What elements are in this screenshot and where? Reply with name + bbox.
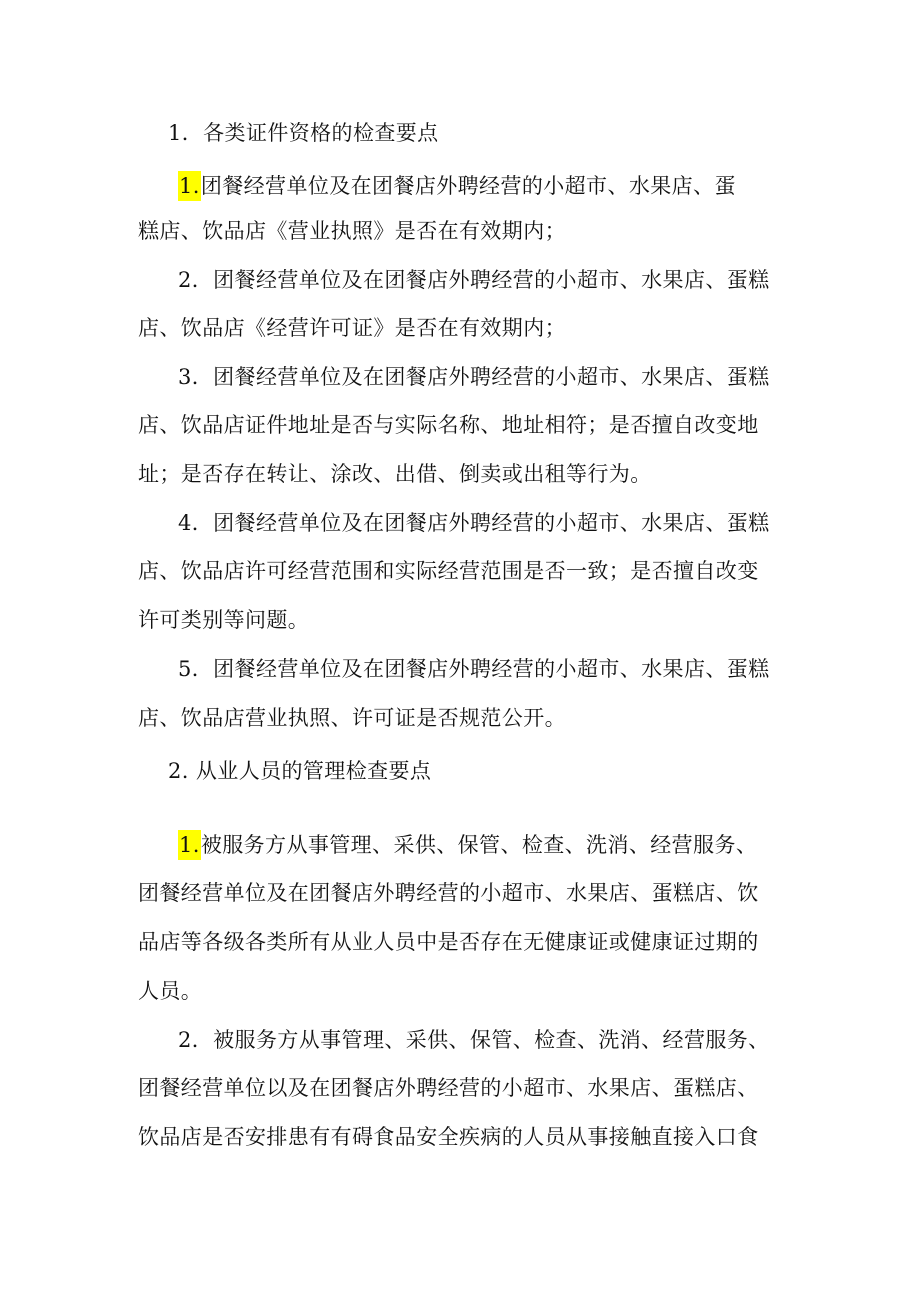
section1-item2-line2: 店、饮品店《经营许可证》是否在有效期内； <box>138 316 566 340</box>
section1-heading: 1．各类证件资格的检查要点 <box>168 121 439 145</box>
section2-item2-line3: 饮品店是否安排患有有碍食品安全疾病的人员从事接触直接入口食 <box>138 1125 759 1149</box>
section1-item1-text: 团餐经营单位及在团餐店外聘经营的小超市、水果店、蛋 <box>200 174 736 198</box>
section1-item4-line2: 店、饮品店许可经营范围和实际经营范围是否一致；是否擅自改变 <box>138 559 759 583</box>
section1-item3-line1: 3．团餐经营单位及在团餐店外聘经营的小超市、水果店、蛋糕 <box>178 365 770 389</box>
section1-item4-line1: 4．团餐经营单位及在团餐店外聘经营的小超市、水果店、蛋糕 <box>178 511 770 535</box>
section2-heading: 2. 从业人员的管理检查要点 <box>168 759 432 783</box>
section1-item1-line2: 糕店、饮品店《营业执照》是否在有效期内； <box>138 219 566 243</box>
section1-item1-line1 <box>178 171 736 201</box>
section1-item5-line2: 店、饮品店营业执照、许可证是否规范公开。 <box>138 706 566 730</box>
section1-item4-line3: 许可类别等问题。 <box>138 608 310 632</box>
section1-item5-line1: 5．团餐经营单位及在团餐店外聘经营的小超市、水果店、蛋糕 <box>178 657 770 681</box>
section1-item2-line1: 2．团餐经营单位及在团餐店外聘经营的小超市、水果店、蛋糕 <box>178 268 770 292</box>
section2-item1-line4: 人员。 <box>138 979 203 1003</box>
section1-item3-line3: 址；是否存在转让、涂改、出借、倒卖或出租等行为。 <box>138 462 652 486</box>
highlight-mark: 1. <box>178 171 201 201</box>
section2-item1-line2: 团餐经营单位及在团餐店外聘经营的小超市、水果店、蛋糕店、饮 <box>138 881 759 905</box>
highlight-mark: 1. <box>178 830 201 860</box>
section2-item1-text: 被服务方从事管理、采供、保管、检查、洗消、经营服务、 <box>200 833 758 857</box>
section1-item3-line2: 店、饮品店证件地址是否与实际名称、地址相符；是否擅自改变地 <box>138 413 759 437</box>
section2-item1-line3: 品店等各级各类所有从业人员中是否存在无健康证或健康证过期的 <box>138 930 759 954</box>
section2-item2-line2: 团餐经营单位以及在团餐店外聘经营的小超市、水果店、蛋糕店、 <box>138 1076 759 1100</box>
section2-item1-line1 <box>178 830 757 860</box>
section2-item2-line1: 2．被服务方从事管理、采供、保管、检查、洗消、经营服务、 <box>178 1028 770 1052</box>
